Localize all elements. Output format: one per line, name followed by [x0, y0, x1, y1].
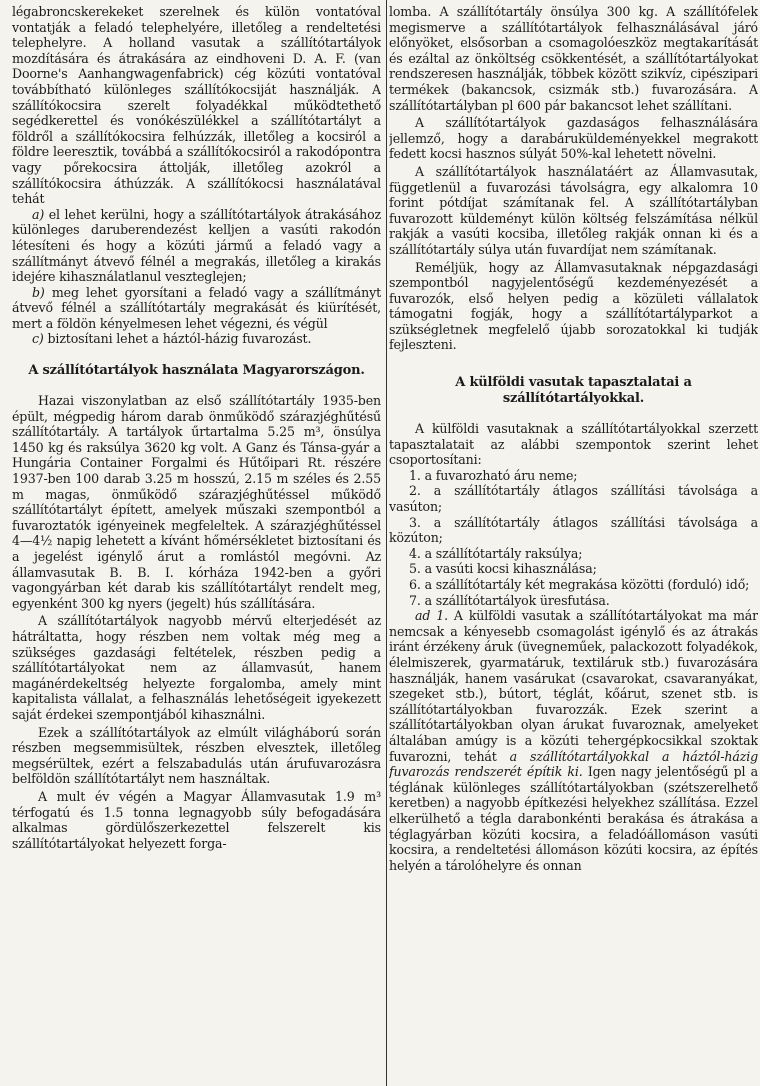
- list-label: b): [32, 284, 45, 300]
- list-label: c): [32, 331, 44, 347]
- numbered-item: 6. a szállítótartály két megrakása közötti (forduló) idő;: [409, 577, 750, 592]
- ad1-paragraph: [389, 608, 758, 873]
- body-paragraph: A szállítótartályok gazdaságos felhasználására jellemző, hogy a darabáruküldeményekkel megrakott fedett kocsi hasznos súlyát 50%-kal lehetett növelni.: [389, 115, 758, 162]
- body-paragraph: Hazai viszonylatban az első szállítótartály 1935-ben épült, mégpedig három darab önműködő szárazjéghűtésű szállítótartály. A tartályok űrtartalma 5.25 m³, önsúlya 1450 kg és raksúlya 3620 kg volt. A Ganz és Tánsa-gyár a Hungária Container Forgalmi és Hűtőipari Rt. részére 1937-ben 100 darab 3.25 m hosszú, 2.15 m széles és 2.55 m magas, önműködő szárazjéghűtéssel működő szállítótartályt épített, amelyek műszaki szempontból a fuvaroztatók igényeinek megfeleltek. A szárazjéghűtéssel 4—4½ napig lehetett a kívánt hőmérsékletet biztosítani és a jegelést igénylő árut a romlástól megóvni. Az államvasutak B. B. I. kórháza 1942-ben a győri vagongyárban két darab kis szállítótartályt rendelt meg, egyenként 300 kg nyers (jegelt) hús szállítására.: [12, 393, 381, 611]
- numbered-item: 7. a szállítótartályok üresfutása.: [409, 592, 610, 608]
- left-column: [12, 4, 381, 1086]
- ad1-label: ad 1.: [415, 608, 448, 624]
- ad1-emphasis: a szállítótartályokkal a háztól-házig fuvarozás rendszerét építik ki.: [389, 748, 758, 780]
- body-paragraph: lomba. A szállítótartály önsúlya 300 kg. A szállítófelek megismerve a szállítótartályok felhasználásával járó előnyöket, elsősorban a csomagolóeszköz megtakarítását és ezáltal az önköltség csökkentését, a szállítótartályokat rendszeresen használják, többek között szikvíz, cipészipari termékek (bakancsok, csizmák stb.) fuvarozására. A szállítótartályban pl 600 pár bakancsot lehet szállítani.: [389, 4, 758, 113]
- numbered-item: 5. a vasúti kocsi kihasználása;: [409, 561, 597, 577]
- numbered-item: 1. a fuvarozható áru neme;: [409, 467, 578, 483]
- section-heading-foreign: A külföldi vasutak tapasztalatai a szállítótartályokkal.: [455, 375, 692, 407]
- body-paragraph: A szállítótartályok használatáért az Államvasutak, függetlenül a fuvarozási távolságra, egy alkalomra 10 forint pótdíjat számítanak fel. A szállítótartályban fuvarozott küldeményt külön költség felszámítása nélkül rakják a vasúti kocsiba, illetőleg rakják onnan ki és a szállítótartály súlya után fuvardíjat nem számítanak.: [389, 163, 758, 257]
- body-paragraph: Reméljük, hogy az Államvasutaknak népgazdasági szempontból nagyjelentőségű kezdeményezését a fuvarozók, első helyen pedig a közületi vállalatok támogatni fogják, hogy a szállítótartályparkot a szükségletnek megfelelő újabb sorozatokkal ki tudják fejleszteni.: [389, 259, 758, 353]
- ad1-text-continued: Igen nagy jelentőségű pl a téglának különleges szállítótartályokban (szétszerelhető keretben) a nagyobb építkezési helyekhez szállítása. Ezzel elkerülhető a tégla darabonkénti berakása és átrakása a téglagyárban közúti kocsira, a feladóállomáson vasúti kocsira, a rendeltetési állomáson közúti kocsira, az építés helyén a tárolóhelyre és onnan: [389, 764, 758, 873]
- list-item-c: [12, 331, 381, 347]
- body-paragraph: Ezek a szállítótartályok az elmúlt világháború során részben megsemmisültek, részben elvesztek, illetőleg megsérültek, ezért a felszabadulás után árufuvarozásra belföldön szállítótartályt nem használtak.: [12, 724, 381, 787]
- body-paragraph: A mult év végén a Magyar Államvasutak 1.9 m³ térfogatú és 1.5 tonna legnagyobb súly befogadására alkalmas gördülőszerkezettel felszerelt kis szállítótartályokat helyezett forga-: [12, 788, 381, 851]
- list-text: meg lehet gyorsítani a feladó vagy a szállítmányt átvevő félnél a szállítótartály megrakását és kiürítését, mert a földön kényelmesen lehet végezni, és végül: [12, 284, 381, 331]
- numbered-item: 4. a szállítótartály raksúlya;: [409, 545, 583, 561]
- body-paragraph: A külföldi vasutaknak a szállítótartályokkal szerzett tapasztalatait az alábbi szempontok szerint lehet csoportosítani:: [389, 421, 758, 468]
- body-paragraph: A szállítótartályok nagyobb mérvű elterjedését az hátráltatta, hogy részben nem voltak még meg a szükséges gazdasági feltételek, részben pedig a szállítótartályokat nem az államvasút, hanem magánérdekeltség helyezte forgalomba, amely mint kapitalista vállalat, a felhasználás lehetőségeit igyekezett saját érdekei szempontjából kihasználni.: [12, 613, 381, 722]
- list-text: el lehet kerülni, hogy a szállítótartályok átrakásához különleges daruberendezést kelljen a vasúti rakodón létesíteni és hogy a közúti jármű a feladó vagy a szállítmányt átvevő félnél a megrakás, illetőleg a kirakás idejére kihasználatlanul veszteglejen;: [12, 206, 381, 285]
- column-divider: [386, 0, 387, 1086]
- ad1-text: A külföldi vasutak a szállítótartályokat ma már nemcsak a kényesebb csomagolást igénylő és az átrakás iránt érzékeny áruk (üvegneműek, palackozott folyadékok, élelmiszerek, gyarmatáruk, textiláruk stb.) fuvarozására használják, hanem vasárukat (csavarokat, csavaranyákat, szegeket stb.), bútort, téglát, kőárut, szenet stb. is szállítótartályokban fuvarozzák. Ezek szerint a szállítótartályokban olyan árukat fuvaroznak, amelyeket általában amúgy is a közúti tehergépkocsikkal szoktak fuvarozni, tehát: [389, 608, 758, 764]
- list-item-b: [12, 285, 381, 332]
- list-label: a): [32, 206, 45, 222]
- numbered-item: 2. a szállítótartály átlagos szállítási távolsága a vasúton;: [389, 483, 758, 515]
- intro-paragraph: légabroncskerekeket szerelnek és külön vontatóval vontatják a feladó telephelyére, illetőleg a rendeltetési telephelyre. A holland vasutak a szállítótartályok mozdítására és átrakására az eindhoveni D. A. F. (van Doorne's Aanhangwagenfabrick) cég közúti vontatóval továbbítható különleges szállítókocsiját használják. A szállítókocsira szerelt folyadékkal működtethető segédkerettel és vonókészülékkel a szállítótartályt a földről a szállítókocsira felhúzzák, illetőleg a kocsiról a földre leeresztik, továbbá a szállítókocsiról a rakodópontra vagy pőrekocsira áttolják, illetőleg azokról a szállítókocsira áthúzzák. A szállítókocsi használatával tehát: [12, 4, 381, 207]
- section-heading-hungary: A szállítótartályok használata Magyarországon.: [28, 363, 365, 379]
- list-item-a: [12, 207, 381, 285]
- list-text: biztosítani lehet a háztól-házig fuvarozást.: [43, 331, 312, 347]
- right-column: [389, 4, 758, 1086]
- numbered-item: 3. a szállítótartály átlagos szállítási távolsága a közúton;: [389, 514, 758, 546]
